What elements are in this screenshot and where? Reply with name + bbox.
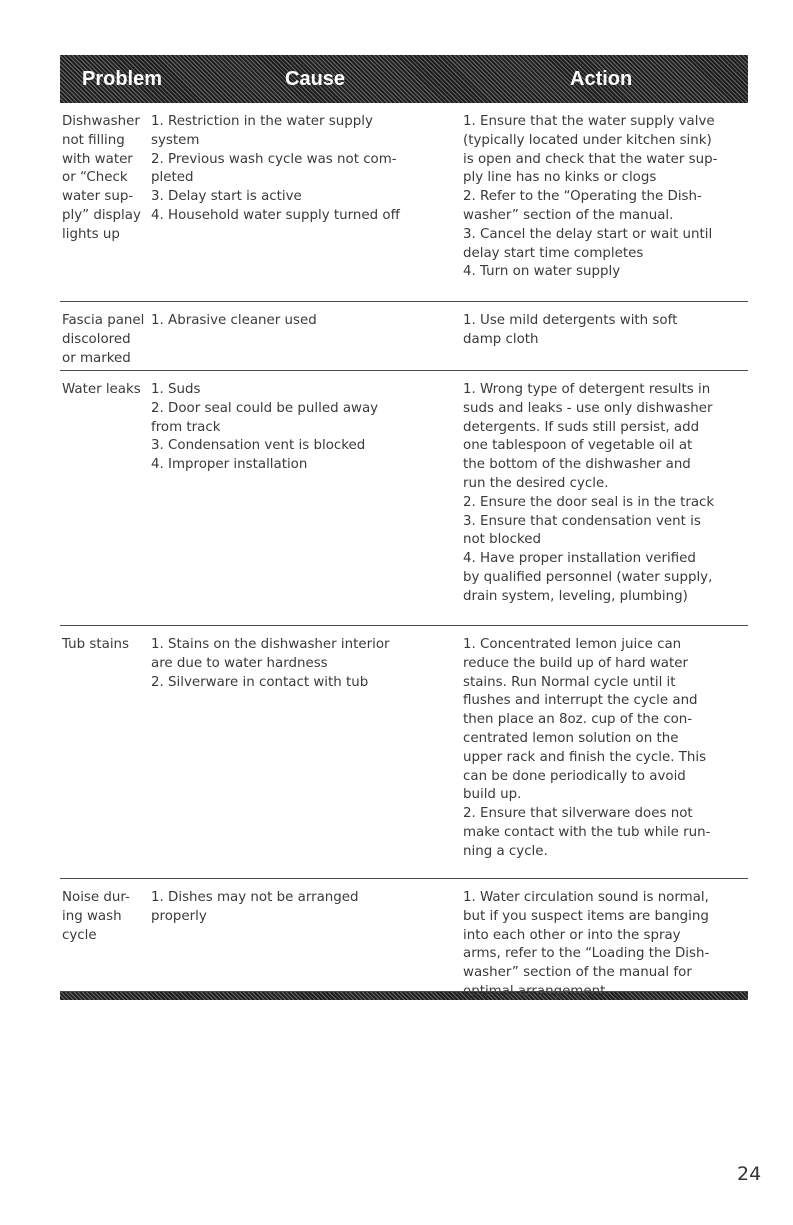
text-line: 1. Stains on the dishwasher interior <box>151 637 390 652</box>
text-line: detergents. If suds still persist, add <box>463 419 700 435</box>
text-line: 1. Water circulation sound is normal, <box>463 890 709 905</box>
text-line: 1. Abrasive cleaner used <box>151 313 317 328</box>
text-line: centrated lemon solution on the <box>463 730 679 746</box>
text-line: 2. Silverware in contact with tub <box>151 674 369 690</box>
problem-cell <box>62 889 144 945</box>
text-line: not filling <box>62 132 125 148</box>
text-line: 1. Restriction in the water supply <box>151 114 373 129</box>
text-line: not blocked <box>463 532 541 548</box>
text-line: 4. Have proper installation verified <box>463 551 696 567</box>
text-line: washer” section of the manual for <box>463 965 692 981</box>
text-line: stains. Run Normal cycle until it <box>463 674 676 690</box>
troubleshooting-table <box>60 55 748 1000</box>
text-line: properly <box>151 908 207 924</box>
text-line: drain system, leveling, plumbing) <box>463 588 688 604</box>
text-line: ply line has no kinks or clogs <box>463 170 657 186</box>
text-line: can be done periodically to avoid <box>463 768 686 784</box>
text-line: ing wash <box>62 908 122 924</box>
text-line: damp cloth <box>463 331 539 347</box>
cause-cell <box>151 889 441 927</box>
text-line: with water <box>62 151 133 167</box>
text-line: upper rack and finish the cycle. This <box>463 749 707 765</box>
text-line: into each other or into the spray <box>463 927 681 943</box>
page-number: 24 <box>737 1163 762 1185</box>
table-row <box>60 371 748 626</box>
text-line: 4. Turn on water supply <box>463 264 621 280</box>
text-line: one tablespoon of vegetable oil at <box>463 438 693 454</box>
text-line: 2. Door seal could be pulled away <box>151 400 379 416</box>
problem-cell <box>62 381 144 400</box>
action-cell <box>463 889 753 1002</box>
problem-cell <box>62 312 144 368</box>
text-line: 2. Previous wash cycle was not com- <box>151 151 397 167</box>
cause-cell <box>151 636 441 692</box>
table-header <box>60 55 748 103</box>
text-line: cycle <box>62 927 97 943</box>
text-line: suds and leaks - use only dishwasher <box>463 400 713 416</box>
text-line: 1. Dishes may not be arranged <box>151 890 359 905</box>
text-line: arms, refer to the “Loading the Dish- <box>463 946 710 962</box>
text-line: ply” display <box>62 207 141 223</box>
text-line: by qualified personnel (water supply, <box>463 569 713 585</box>
text-line: or marked <box>62 350 131 366</box>
text-line: make contact with the tub while run- <box>463 824 711 840</box>
text-line: 3. Delay start is active <box>151 189 302 205</box>
problem-cell <box>62 113 144 245</box>
table-row <box>60 302 748 371</box>
text-line: lights up <box>62 226 120 242</box>
text-line: reduce the build up of hard water <box>463 655 688 671</box>
text-line: 4. Household water supply turned off <box>151 207 400 223</box>
text-line: Tub stains <box>62 637 130 652</box>
header-action: Action <box>570 68 633 90</box>
text-line: system <box>151 132 200 148</box>
cause-cell <box>151 381 441 475</box>
text-line: 2. Ensure the door seal is in the track <box>463 494 715 510</box>
text-line: 3. Cancel the delay start or wait until <box>463 226 713 242</box>
text-line: Fascia panel <box>62 313 145 328</box>
text-line: washer” section of the manual. <box>463 207 674 223</box>
text-line: pleted <box>151 170 194 186</box>
text-line: 2. Ensure that silverware does not <box>463 806 693 822</box>
text-line: Noise dur- <box>62 890 130 905</box>
text-line: (typically located under kitchen sink) <box>463 132 712 148</box>
text-line: run the desired cycle. <box>463 475 609 491</box>
text-line: build up. <box>463 787 522 803</box>
text-line: from track <box>151 419 221 435</box>
text-line: or “Check <box>62 170 128 186</box>
table-row <box>60 879 748 999</box>
table-row <box>60 626 748 879</box>
header-problem: Problem <box>82 68 163 90</box>
text-line: 1. Concentrated lemon juice can <box>463 637 682 652</box>
text-line: 1. Use mild detergents with soft <box>463 313 678 328</box>
text-line: 1. Ensure that the water supply valve <box>463 114 715 129</box>
text-line: but if you suspect items are banging <box>463 908 709 924</box>
text-line: 2. Refer to the “Operating the Dish- <box>463 189 702 205</box>
action-cell <box>463 312 753 350</box>
text-line: then place an 8oz. cup of the con- <box>463 712 693 728</box>
text-line: is open and check that the water sup- <box>463 151 718 167</box>
text-line: water sup- <box>62 189 134 205</box>
text-line: Dishwasher <box>62 114 140 129</box>
action-cell <box>463 113 753 282</box>
action-cell <box>463 381 753 607</box>
cause-cell <box>151 312 441 331</box>
action-cell <box>463 636 753 862</box>
text-line: optimal arrangement. <box>463 983 610 999</box>
text-line: delay start time completes <box>463 245 644 261</box>
text-line: 4. Improper installation <box>151 457 308 473</box>
header-cause: Cause <box>285 68 346 90</box>
problem-cell <box>62 636 144 655</box>
text-line: 1. Suds <box>151 382 201 397</box>
text-line: Water leaks <box>62 382 141 397</box>
text-line: the bottom of the dishwasher and <box>463 457 691 473</box>
text-line: 3. Ensure that condensation vent is <box>463 513 701 529</box>
text-line: 3. Condensation vent is blocked <box>151 438 366 454</box>
text-line: ning a cycle. <box>463 843 548 859</box>
cause-cell <box>151 113 441 226</box>
text-line: 1. Wrong type of detergent results in <box>463 382 711 397</box>
text-line: discolored <box>62 331 131 347</box>
table-row <box>60 103 748 302</box>
text-line: are due to water hardness <box>151 655 328 671</box>
text-line: flushes and interrupt the cycle and <box>463 693 698 709</box>
